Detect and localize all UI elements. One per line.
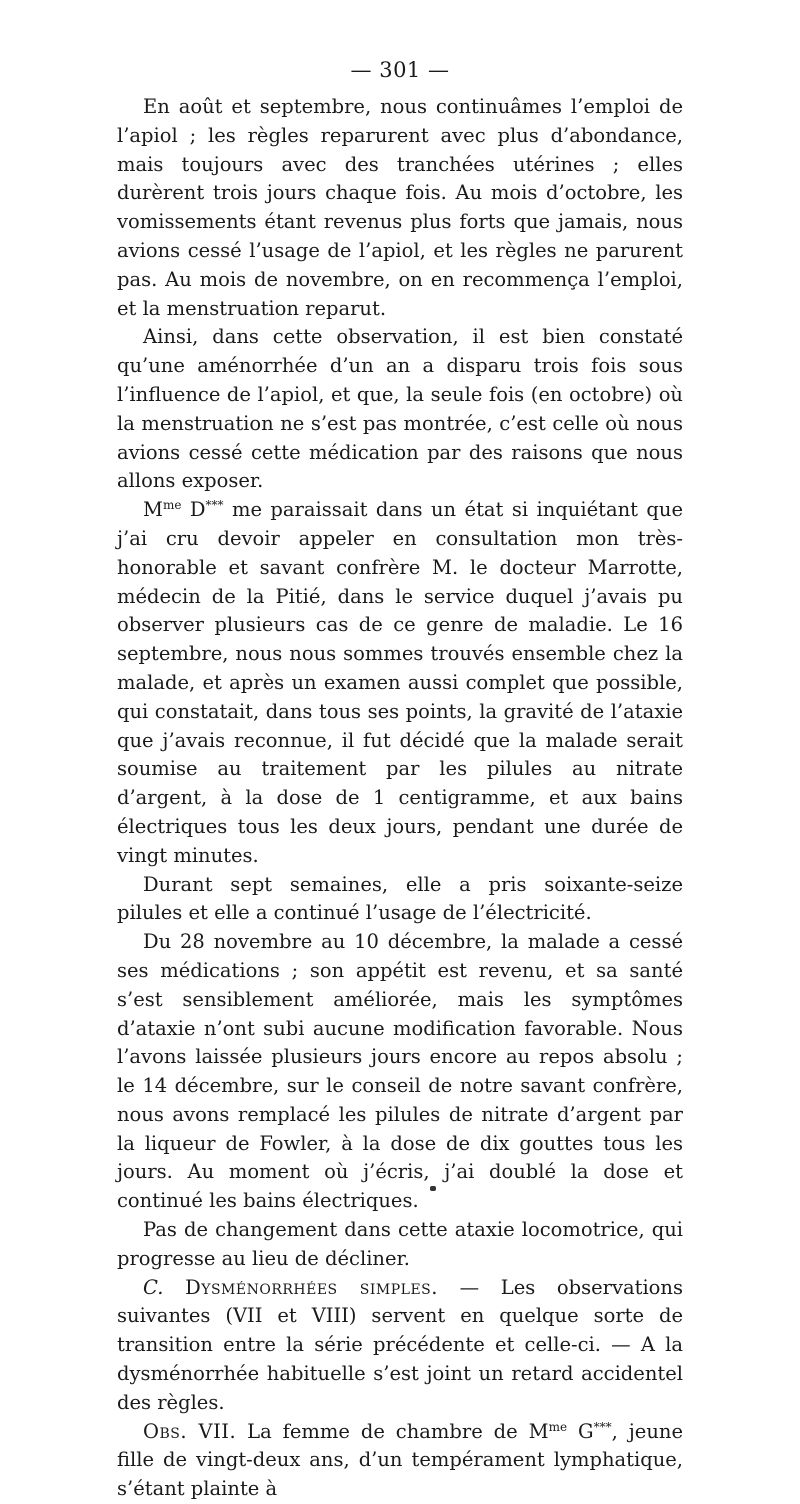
book-page: [117, 55, 683, 1504]
observation-text-end: , jeune fille de vingt-deux ans, d’un tempérament lymphatique, s’étant plainte à: [117, 1419, 683, 1501]
paragraph-consultation: [117, 496, 683, 870]
paragraph-no-change: Pas de changement dans cette ataxie locomotrice, qui progresse au lieu de décliner.: [117, 1218, 683, 1270]
paragraph-december-treatment: Du 28 novembre au 10 décembre, la malade a cessé ses médications ; son appétit est revenu, et sa santé s’est sensiblement améliorée, mais les symptômes d’ataxie n’ont subi aucune modification favorable. Nous l’avons laissée plusieurs jours encore au repos absolu ; le 14 décembre, sur le conseil de notre savant confrère, nous avons remplacé les pilules de nitrate d’argent par la liqueur de Fowler, à la dose de dix gouttes tous les jours. Au moment où j’écris, j’ai doublé la dose et continué les bains électriques.: [117, 930, 683, 1213]
section-letter: C.: [143, 1275, 164, 1299]
paragraph-section-c: [117, 1274, 683, 1418]
observation-stars: ***: [593, 1419, 612, 1434]
paragraph-observation-vii: [117, 1418, 683, 1504]
title-me-superscript: me: [162, 498, 182, 513]
patient-stars: ***: [205, 498, 224, 513]
consultation-text: me paraissait dans un état si inquiétant que j’ai cru devoir appeler en consultation mon très-honorable et savant confrère M. le docteur Marrotte, médecin de la Pitié, dans le service duquel j’avais pu observer plusieurs cas de ce genre de maladie. Le 16 septembre, nous nous sommes trouvés ensemble chez la malade, et après un examen aussi complet que possible, qui constatait, dans tous ses points, la gravité de l’ataxie que j’avais reconnue, il fut décidé que la malade serait soumise au traitement par les pilules au nitrate d’argent, à la dose de 1 centigramme, et aux bains électriques tous les deux jours, pendant une durée de vingt minutes.: [117, 498, 683, 867]
section-heading: Dysménorrhées simples.: [185, 1275, 438, 1299]
ink-speck: [430, 1186, 436, 1191]
paragraph-seven-weeks: Durant sept semaines, elle a pris soixante-seize pilules et elle a continué l’usage de l’électricité.: [117, 872, 683, 925]
section-intro-text: — Les observations suivantes (VII et VIII) servent en quelque sorte de transition entre la série précédente et celle-ci. — A la dysménorrhée habituelle s’est joint un retard accidentel des règles.: [117, 1275, 683, 1414]
page-number: — 301 —: [350, 58, 450, 82]
observation-label: Obs. VII.: [143, 1419, 237, 1443]
paragraph-observation-conclusion: Ainsi, dans cette observation, il est bien constaté qu’une aménorrhée d’un an a disparu trois fois sous l’influence de l’apiol, et que, la seule fois (en octobre) où la menstruation ne s’est pas montrée, c’est celle où nous avions cessé cette médication par des raisons que nous allons exposer.: [117, 325, 683, 493]
patient-initial: D: [181, 498, 206, 522]
observation-text-start: La femme de chambre de M: [236, 1419, 549, 1443]
observation-me-superscript: me: [548, 1419, 568, 1434]
title-m: M: [143, 498, 163, 522]
paragraph-apiol-treatment: En août et septembre, nous continuâmes l’emploi de l’apiol ; les règles reparurent avec plus d’abondance, mais toujours avec des tranchées utérines ; elles durèrent trois jours chaque fois. Au mois d’octobre, les vomissements étant revenus plus forts que jamais, nous avions cessé l’usage de l’apiol, et les règles ne parurent pas. Au mois de novembre, on en recommença l’emploi, et la menstruation reparut.: [117, 95, 683, 320]
page-body: [117, 93, 683, 1504]
observation-initial: G: [567, 1419, 594, 1443]
